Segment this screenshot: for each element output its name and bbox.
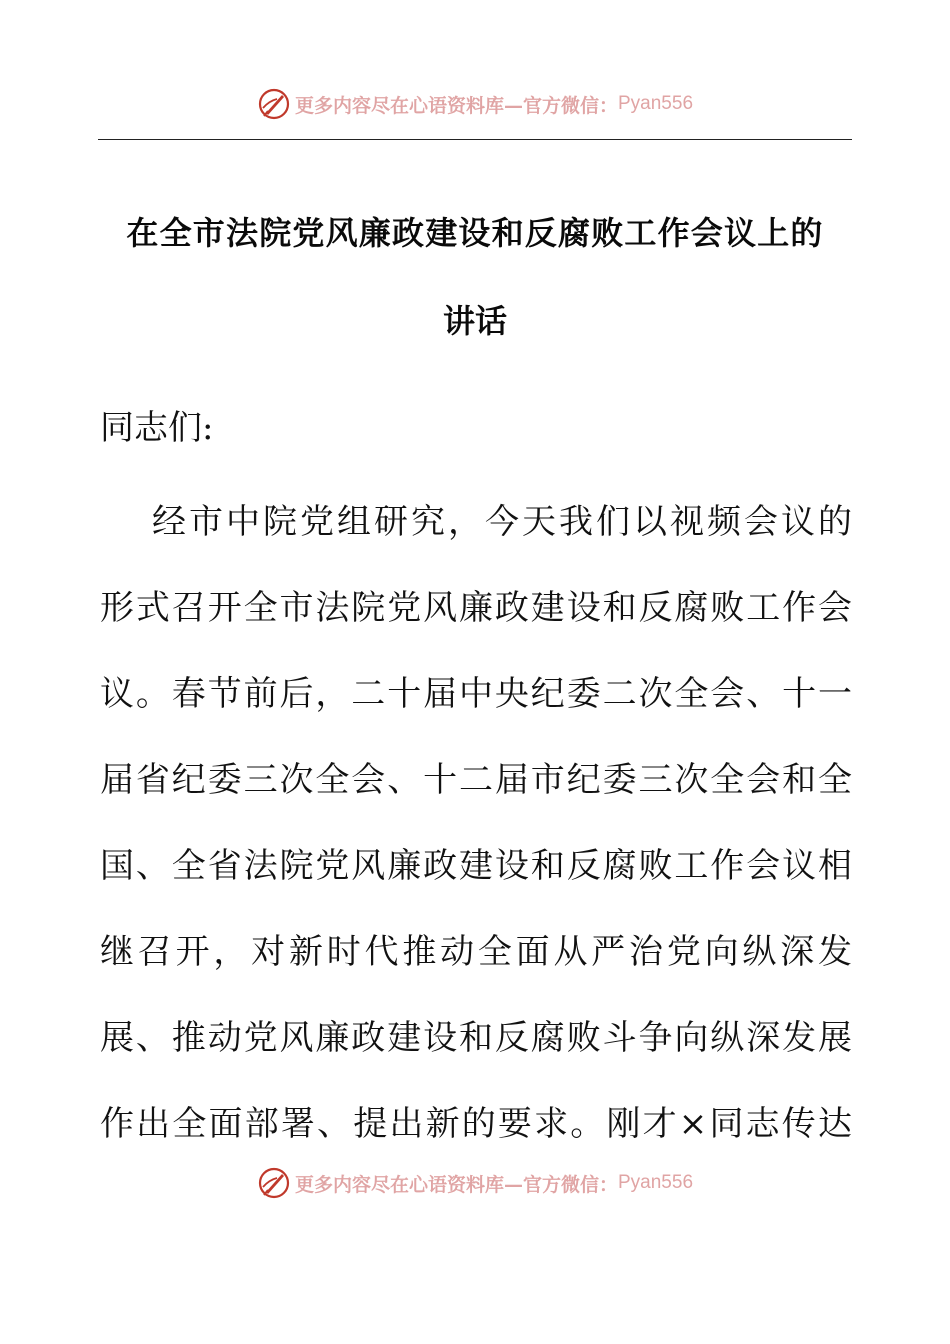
body-line: 国、全省法院党风廉政建设和反腐败工作会议相 bbox=[100, 846, 852, 886]
banner-wechat-id: Pyan556 bbox=[618, 93, 694, 114]
footer-banner-text: 更多内容尽在心语资料库—官方微信： bbox=[294, 1173, 618, 1196]
body-line: 经市中院党组研究，今天我们以视频会议的 bbox=[152, 502, 852, 542]
body-line: 议。春节前后，二十届中央纪委二次全会、十一 bbox=[100, 674, 852, 714]
quill-pen-logo-icon bbox=[257, 1166, 291, 1200]
banner-text: 更多内容尽在心语资料库—官方微信： bbox=[294, 94, 618, 117]
header-watermark-banner bbox=[0, 84, 950, 124]
footer-banner-wechat-id: Pyan556 bbox=[618, 1172, 694, 1193]
salutation: 同志们: bbox=[100, 408, 214, 448]
body-line: 形式召开全市法院党风廉政建设和反腐败工作会 bbox=[100, 588, 852, 628]
header-divider bbox=[98, 139, 852, 140]
quill-pen-logo-icon bbox=[257, 87, 291, 121]
body-line: 继召开，对新时代推动全面从严治党向纵深发 bbox=[100, 932, 852, 972]
body-line: 展、推动党风廉政建设和反腐败斗争向纵深发展 bbox=[100, 1018, 852, 1058]
body-line: 届省纪委三次全会、十二届市纪委三次全会和全 bbox=[100, 760, 852, 800]
document-title-line-1: 在全市法院党风廉政建设和反腐败工作会议上的 bbox=[126, 214, 824, 252]
footer-watermark-banner bbox=[0, 1163, 950, 1203]
body-line: 作出全面部署、提出新的要求。刚才×同志传达 bbox=[100, 1104, 852, 1144]
document-title-line-2: 讲话 bbox=[442, 302, 507, 340]
